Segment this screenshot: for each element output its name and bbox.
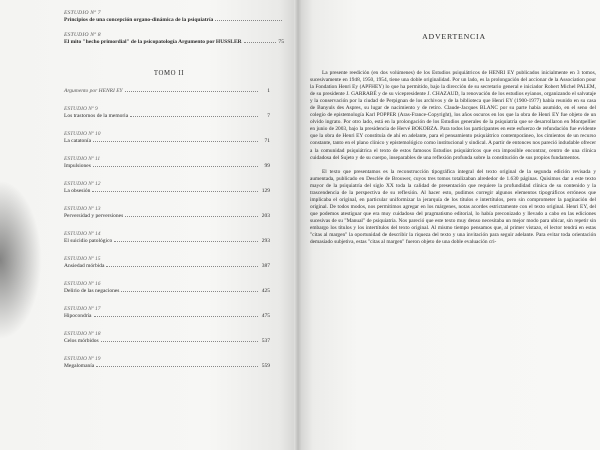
toc-title: Impulsiones [64,163,91,169]
toc-estudio-label: ESTUDIO Nº 18 [64,331,101,337]
toc-entry-top [64,32,284,46]
toc-estudio-label: ESTUDIO Nº 17 [64,306,101,312]
toc-entry [64,356,270,370]
toc-entry [64,231,270,245]
toc-entry [64,106,270,120]
toc-page-number: 7 [267,113,270,119]
toc-page-number: 559 [261,363,270,369]
toc-entry [64,281,270,295]
toc-estudio-label: ESTUDIO Nº 10 [64,131,101,137]
toc-title: Argumento por HENRI EY [64,88,123,94]
toc-entry-top [64,10,284,24]
volume-heading: TOMO II [153,70,185,77]
toc-page-number: 129 [261,188,270,194]
toc-title: Principios de una concepción organo-dinámica de la psiquiatría [64,17,214,23]
toc-entry [64,206,270,220]
toc-title: Hipocondría [64,313,92,319]
toc-estudio-label: ESTUDIO Nº 13 [64,206,101,212]
toc-entry [64,181,270,195]
toc-title: Celos mórbidos [64,338,99,344]
toc-entry [64,131,270,145]
toc-title: Los trastornos de la memoria [64,113,129,119]
toc-entry [64,156,270,170]
page-title: ADVERTENCIA [422,32,486,41]
toc-estudio-label: ESTUDIO Nº 8 [64,32,101,38]
toc-title: El suicidio patológico [64,238,113,244]
toc-title: Megalomanía [64,363,95,369]
toc-title: Delirio de las negaciones [64,288,120,294]
toc-estudio-label: ESTUDIO Nº 12 [64,181,101,187]
toc-estudio-label: ESTUDIO Nº 14 [64,231,101,237]
toc-page-number: 537 [261,338,270,344]
toc-title: Perversidad y perversiones [64,213,124,219]
toc-page-number: 99 [264,163,270,169]
book-gutter [294,0,302,450]
finger-shadow [0,180,42,340]
toc-page-number: 387 [261,263,270,269]
toc-entry [64,88,270,95]
toc-page-number: 475 [261,313,270,319]
toc-estudio-label: ESTUDIO Nº 16 [64,281,101,287]
advertencia-body [310,70,596,246]
toc-title: El mito "hecho primordial" de la psicopatología Argumento por HUSSLER [64,39,242,45]
toc-page-number: 293 [261,238,270,244]
toc-estudio-label: ESTUDIO Nº 9 [64,106,98,112]
paragraph: El texto que presentamos es la reconstrucción tipográfica integral del texto original de la segunda edición revisada y aumentada, publicado en Desclée de Brouwer, cuyos tres tomos totalizaban alrededor de 1.630 páginas. Quisimos dar a este texto mayor de la psiquiatría del siglo XX toda la calidad de presentación que requiere la profundidad clínica de su contenido y la trascendencia de la perspectiva de su reflexión. Al hacer esto, pudimos corregir algunos elementos tipográficos erróneos que implicaba el original, en particular uniformizar la jerarquía de los títulos e intertítulos, pero sin comprometer la paginación del original. De todos modos, nos permitimos agregar en los márgenes, notas acordes estrictamente con el texto original. Henri EY, del que podemos atestiguar que era muy cuidadoso del pragmatismo editorial, lo había preconizado y llevado a cabo en las ediciones sucesivas de su "Manual" de psiquiatría. Nos pareció que este texto muy denso necesitaba un mejor modo para ubicar, sin repetir sin embargo los títulos y los intertítulos del texto original. Al mismo tiempo pensamos que, al primer vistazo, el lector tendrá en estas "citas al margen" la oportunidad de describir la riqueza del texto y una invitación para seguir adelante. Para evitar toda orientación demasiado subjetiva, estas "citas al margen" fueron objeto de una doble evaluación cri- [310,168,596,246]
toc-title: La catatonía [64,138,92,144]
toc-title: Ansiedad mórbida [64,263,105,269]
toc-page-number: 71 [264,138,270,144]
left-page [0,0,298,450]
toc-title: La obsesión [64,188,91,194]
toc-page-number: 203 [261,213,270,219]
toc-estudio-label: ESTUDIO Nº 11 [64,156,101,162]
toc-estudio-label: ESTUDIO Nº 19 [64,356,101,362]
toc-entry [64,331,270,345]
toc-page-number: 1 [267,88,270,94]
toc-entry [64,306,270,320]
toc-estudio-label: ESTUDIO Nº 7 [64,10,101,16]
paragraph: La presente reedición (en dos volúmenes) de los Estudios psiquiátricos de HENRI EY publicados inicialmente en 3 tomos, sucesivamente en 1948, 1950, 1954, tiene una doble originalidad. Por un lado, es la prolongación del accionar de la Association pour la Fondation Henri Ey (APFHEY) lo que ha permitido, bajo la dirección de su secretario general e iniciador Robert Michel PALEM, de su presidente J. GARRABÉ y de su vicepresidente J. CHAZAUD, la renovación de los estudios eyianos, organizando el salvataje y la conservación por la ciudad de Perpignan de los archivos y de la biblioteca que Henri EY (1900-1977) había reunido en su casa de Banyuls des Aspres, su lugar de nacimiento y de retiro. Claude-Jacques BLANC por su parte había asumido, en el seno del colegio de epistemología Karl POPPER (Aras-France-Copyright), los años oscuros en los que la obra de Henri EY fue objeto de un olvido ingrato. Por otro lado, está en la prolongación de los Estudios generales de la psiquiatría que se desarrollaron en Montpellier en junio de 2003, bajo la presidencia de Hervé BOKOBZA. Para todos los participantes en este esfuerzo de refundación fue evidente que la obra de Henri EY constituía de ahí en adelante, para el pensamiento psiquiátrico contemporáneo, los cimientos de un recurso constante, tanto en el plano clínico y epistemológico como institucional y sindical. A partir de entonces nos pareció indudable ofrecer a la comunidad psiquiátrica el texto de estos famosos Estudios psiquiátricos que era imposible encontrar, centro de una clínica cuidadosa del Sujeto y de su cuerpo, inseparables de una reflexión profunda sobre la constitución de sus propios fundamentos. [310,70,596,161]
toc-page-number: 75 [278,39,284,45]
toc-page-number: 425 [261,288,270,294]
toc-entry [64,256,270,270]
toc-estudio-label: ESTUDIO Nº 15 [64,256,101,262]
